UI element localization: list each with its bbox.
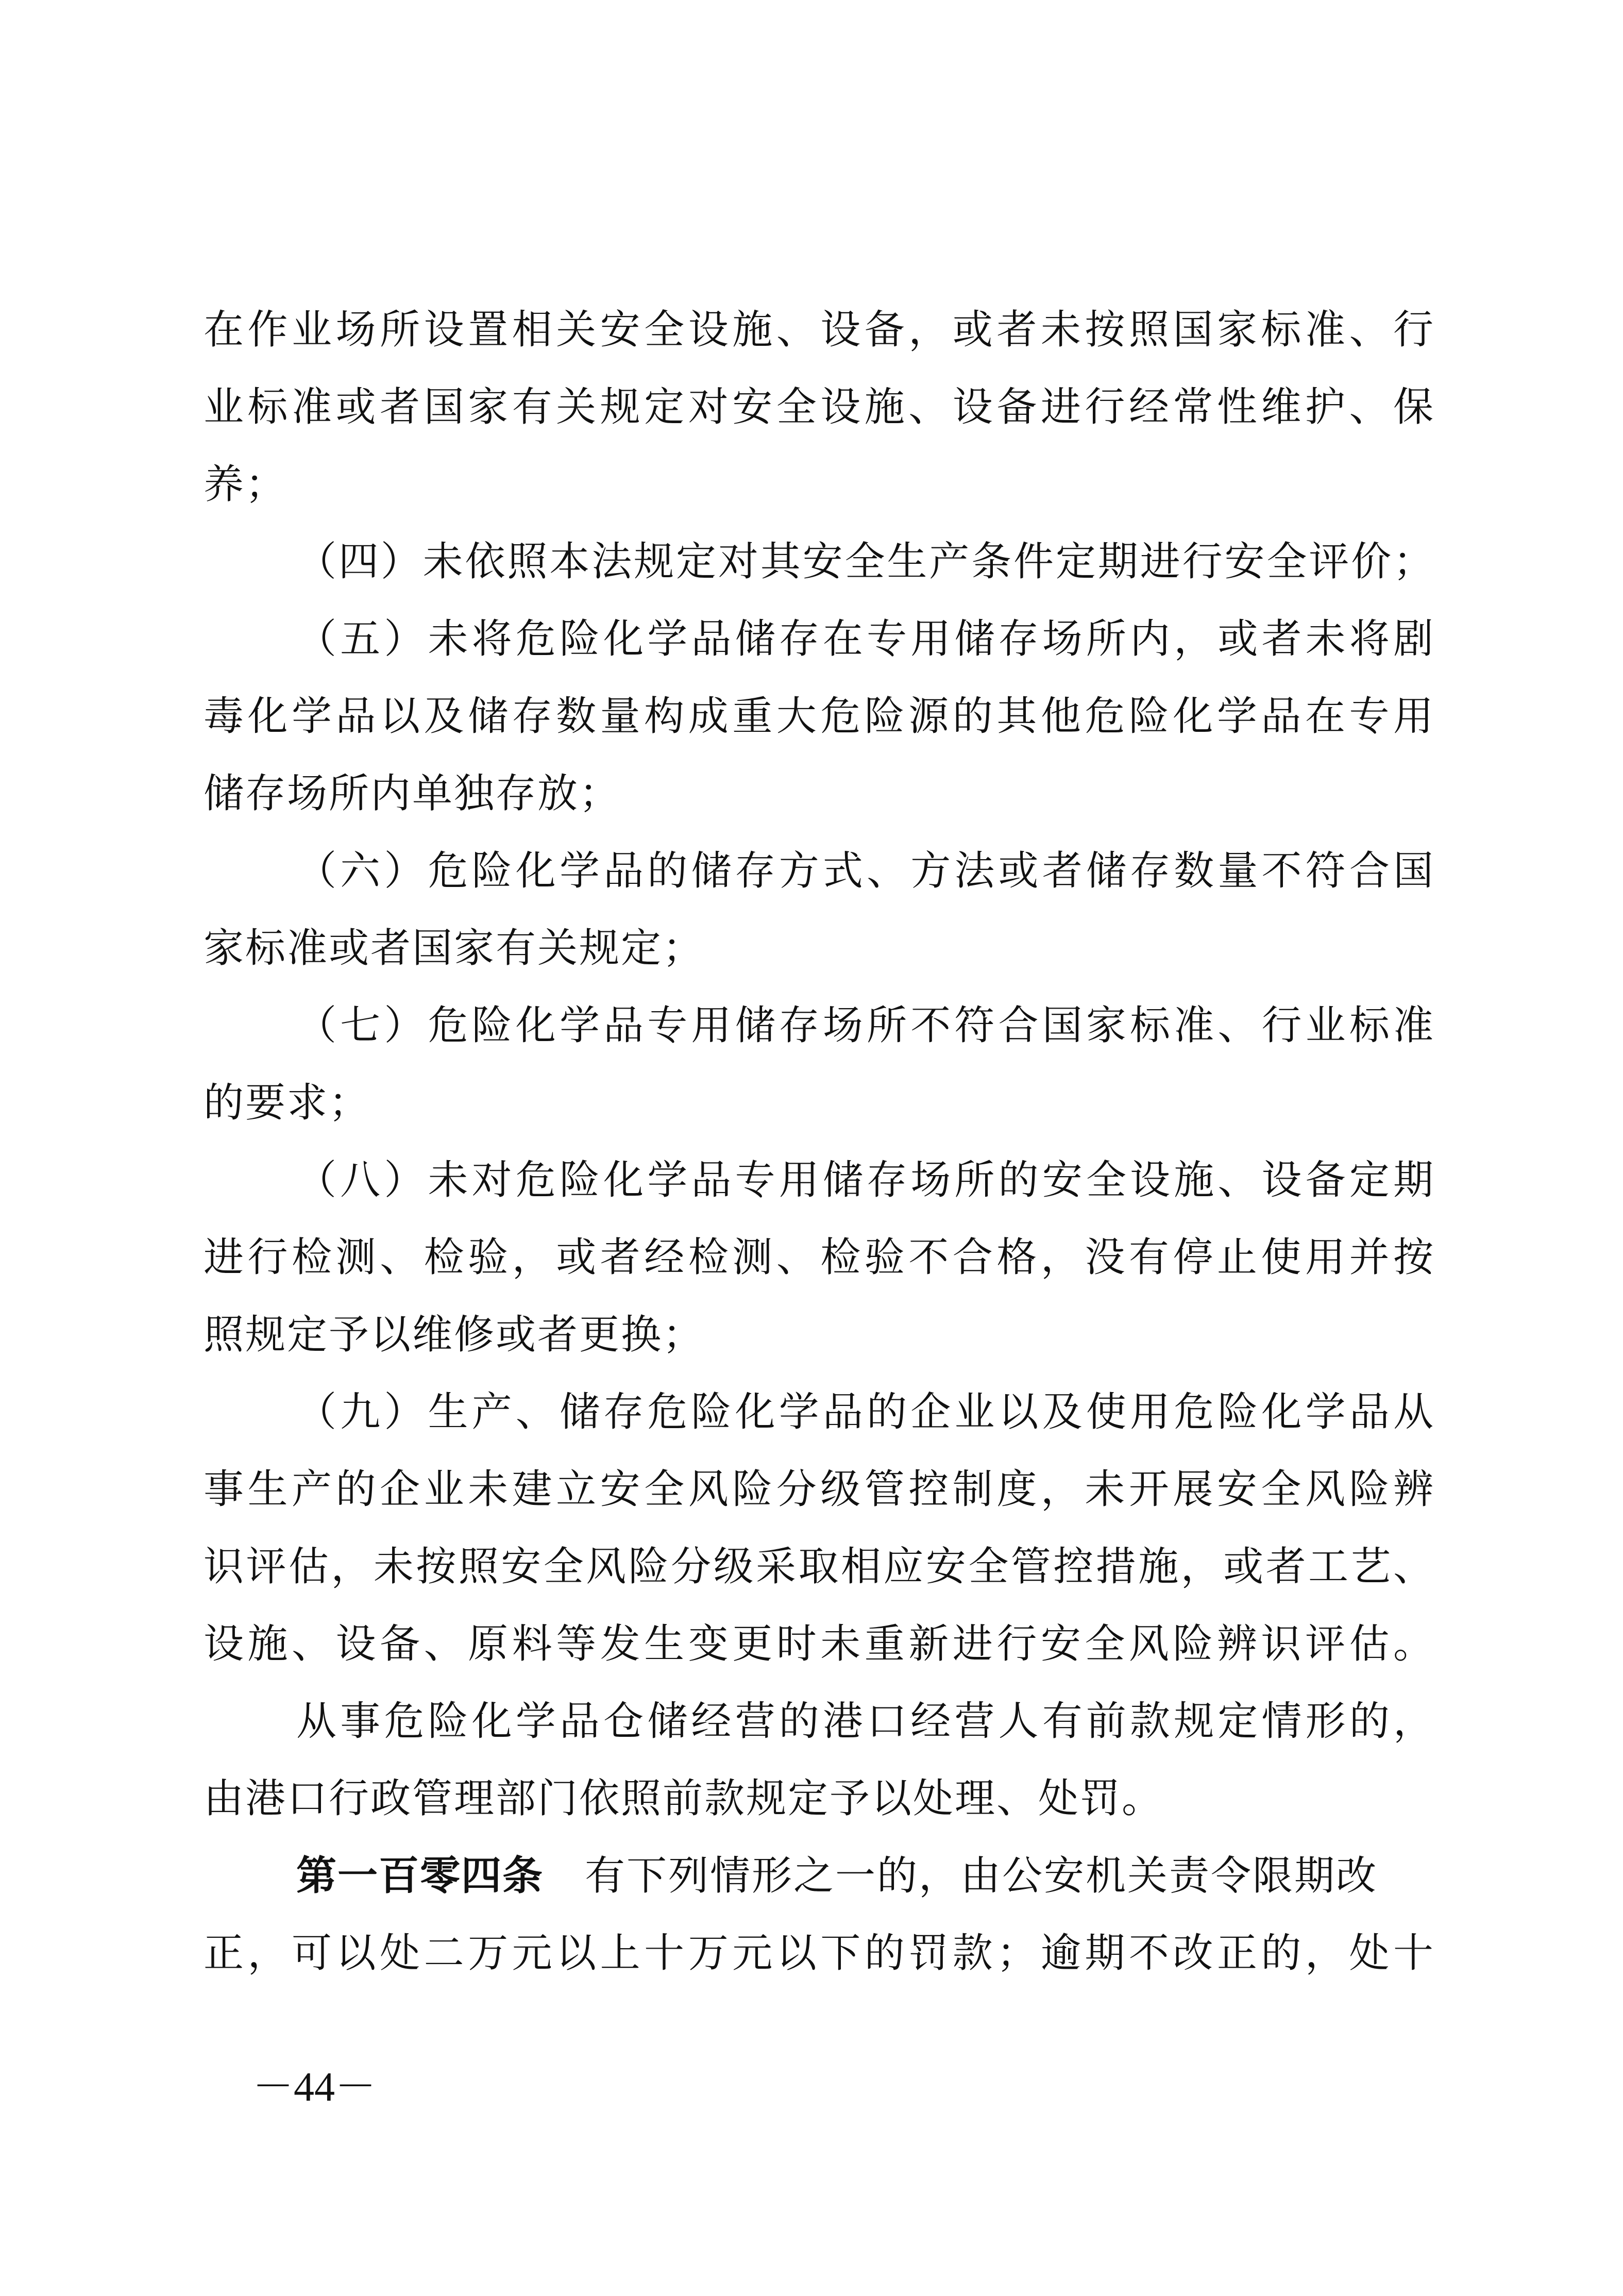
item-6-line-1: （六）危险化学品的储存方式、方法或者储存数量不符合国 — [296, 848, 1435, 894]
page-number: －44－ — [252, 2065, 376, 2110]
item-9-line-2: 事生产的企业未建立安全风险分级管控制度，未开展安全风险辨 — [204, 1466, 1435, 1513]
article-104-line-1 — [296, 1850, 1435, 1902]
paragraph-line-continuation-3: 养； — [204, 461, 288, 508]
item-7-line-1: （七）危险化学品专用储存场所不符合国家标准、行业标准 — [296, 1002, 1435, 1049]
article-heading: 第一百零四条 — [296, 1853, 544, 1899]
item-8-line-1: （八）未对危险化学品专用储存场所的安全设施、设备定期 — [296, 1157, 1435, 1203]
item-8-line-2: 进行检测、检验，或者经检测、检验不合格，没有停止使用并按 — [204, 1234, 1435, 1281]
item-6-line-2: 家标准或者国家有关规定； — [204, 925, 705, 971]
paragraph-line-continuation-2: 业标准或者国家有关规定对安全设施、设备进行经常性维护、保 — [204, 384, 1435, 430]
item-9-line-3: 识评估，未按照安全风险分级采取相应安全管控措施，或者工艺、 — [204, 1544, 1435, 1590]
paragraph-port-line-2: 由港口行政管理部门依照前款规定予以处理、处罚。 — [204, 1775, 1164, 1822]
item-5-line-1: （五）未将危险化学品储存在专用储存场所内，或者未将剧 — [296, 616, 1435, 662]
paragraph-line-continuation-1: 在作业场所设置相关安全设施、设备，或者未按照国家标准、行 — [204, 307, 1435, 353]
item-4-line-1: （四）未依照本法规定对其安全生产条件定期进行安全评价； — [296, 539, 1435, 585]
paragraph-port-line-1: 从事危险化学品仓储经营的港口经营人有前款规定情形的， — [296, 1698, 1435, 1745]
item-5-line-3: 储存场所内单独存放； — [204, 770, 621, 817]
item-5-line-2: 毒化学品以及储存数量构成重大危险源的其他危险化学品在专用 — [204, 693, 1435, 740]
item-9-line-4: 设施、设备、原料等发生变更时未重新进行安全风险辨识评估。 — [204, 1621, 1435, 1667]
item-9-line-1: （九）生产、储存危险化学品的企业以及使用危险化学品从 — [296, 1389, 1435, 1435]
item-7-line-2: 的要求； — [204, 1080, 371, 1126]
article-104-line-2: 正，可以处二万元以上十万元以下的罚款；逾期不改正的，处十 — [204, 1930, 1435, 1976]
item-8-line-3: 照规定予以维修或者更换； — [204, 1312, 705, 1358]
article-text: 有下列情形之一的，由公安机关责令限期改 — [585, 1853, 1378, 1899]
